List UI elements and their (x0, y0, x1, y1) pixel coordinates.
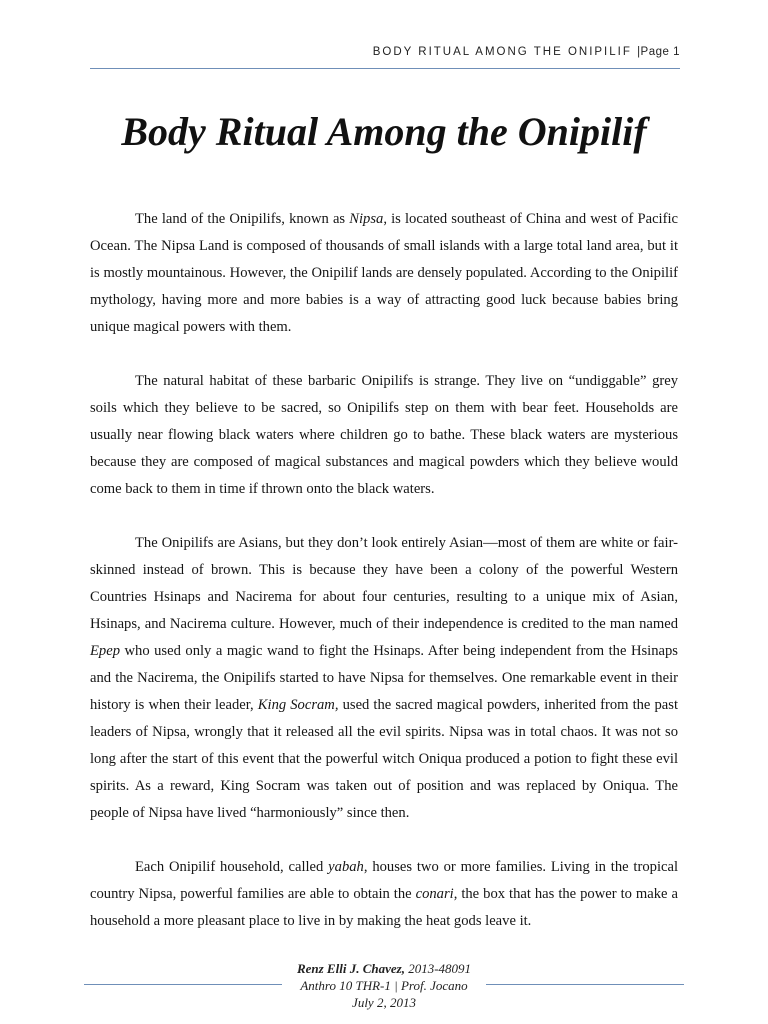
paragraph-text: used the sacred magical powders, inherited from the past leaders of Nipsa, wrongly that it released all the evil spirits. Nipsa was in total chaos. It was not so long after the start of this event that the powerful witch Oniqua produced a potion to fight these evil spirits. As a reward, King Socram was taken out of position and was replaced by Oniqua. The people of Nipsa have lived “harmoniously” since then. (90, 697, 679, 821)
paragraph-text: , houses two or more families. Living in the tropical country Nipsa, powerful families are able to obtain the (90, 859, 679, 902)
body-paragraph (90, 206, 678, 341)
paragraph-text: who used only a magic wand to fight the Hsinaps. After being independent from the Hsinaps and the Nacirema, the Onipilifs started to have Nipsa for themselves. One remarkable event in their history is when their leader, (90, 643, 678, 713)
body-paragraph (90, 854, 678, 935)
footer-student-id: 2013-48091 (404, 961, 472, 976)
footer-author: Renz Elli J. Chavez, (296, 961, 405, 976)
running-header (90, 46, 680, 69)
document-title: Body Ritual Among the Onipilif (121, 109, 647, 154)
running-title: BODY RITUAL AMONG THE ONIPILIF (372, 46, 638, 58)
italic-term: conari (415, 886, 454, 902)
footer-date: July 2, 2013 (352, 995, 416, 1010)
page-footer (0, 960, 768, 1011)
paragraph-text: , the box that has the power to make a household a more pleasant place to live in by making the heat gods leave it. (90, 886, 678, 929)
paragraph-text: The natural habitat of these barbaric Onipilifs is strange. They live on “undiggable” grey soils which they believe to be sacred, so Onipilifs step on them with bear feet. Households are usually near flowing black waters where children go to bathe. These black waters are mysterious because they are composed of magical substances and magical powders which they believe would come back to them in time if thrown onto the black waters. (90, 373, 678, 497)
footer-course: Anthro 10 THR-1 | Prof. Jocano (300, 978, 468, 993)
footer-author-line (0, 960, 768, 977)
paragraph-text: The Onipilifs are Asians, but they don’t look entirely Asian—most of them are white or fair-skinned instead of brown. This is because they have been a colony of the powerful Western Countries Hsinaps and Nacirema for about four centuries, resulting to a unique mix of Asian, Hsinaps, and Nacirema culture. However, much of their independence is credited to the man named (90, 535, 678, 632)
italic-term: Epep (90, 643, 120, 659)
paragraph-text: The land of the Onipilifs, known as (135, 211, 350, 227)
paragraph-text: , is located southeast of China and west of Pacific Ocean. The Nipsa Land is composed of thousands of small islands with a large total land area, but it is mostly mountainous. However, the Onipilif lands are densely populated. According to the Onipilif mythology, having more and more babies is a way of attracting good luck because babies bring unique magical powers with them. (90, 211, 678, 335)
body-paragraph (90, 368, 678, 503)
italic-term: King Socram, (257, 697, 339, 713)
page-number: |Page 1 (637, 46, 680, 58)
document-body (90, 206, 678, 962)
paragraph-text: Each Onipilif household, called (135, 859, 329, 875)
body-paragraph (90, 530, 678, 827)
italic-term: Nipsa (349, 211, 384, 227)
italic-term: yabah (328, 859, 364, 875)
